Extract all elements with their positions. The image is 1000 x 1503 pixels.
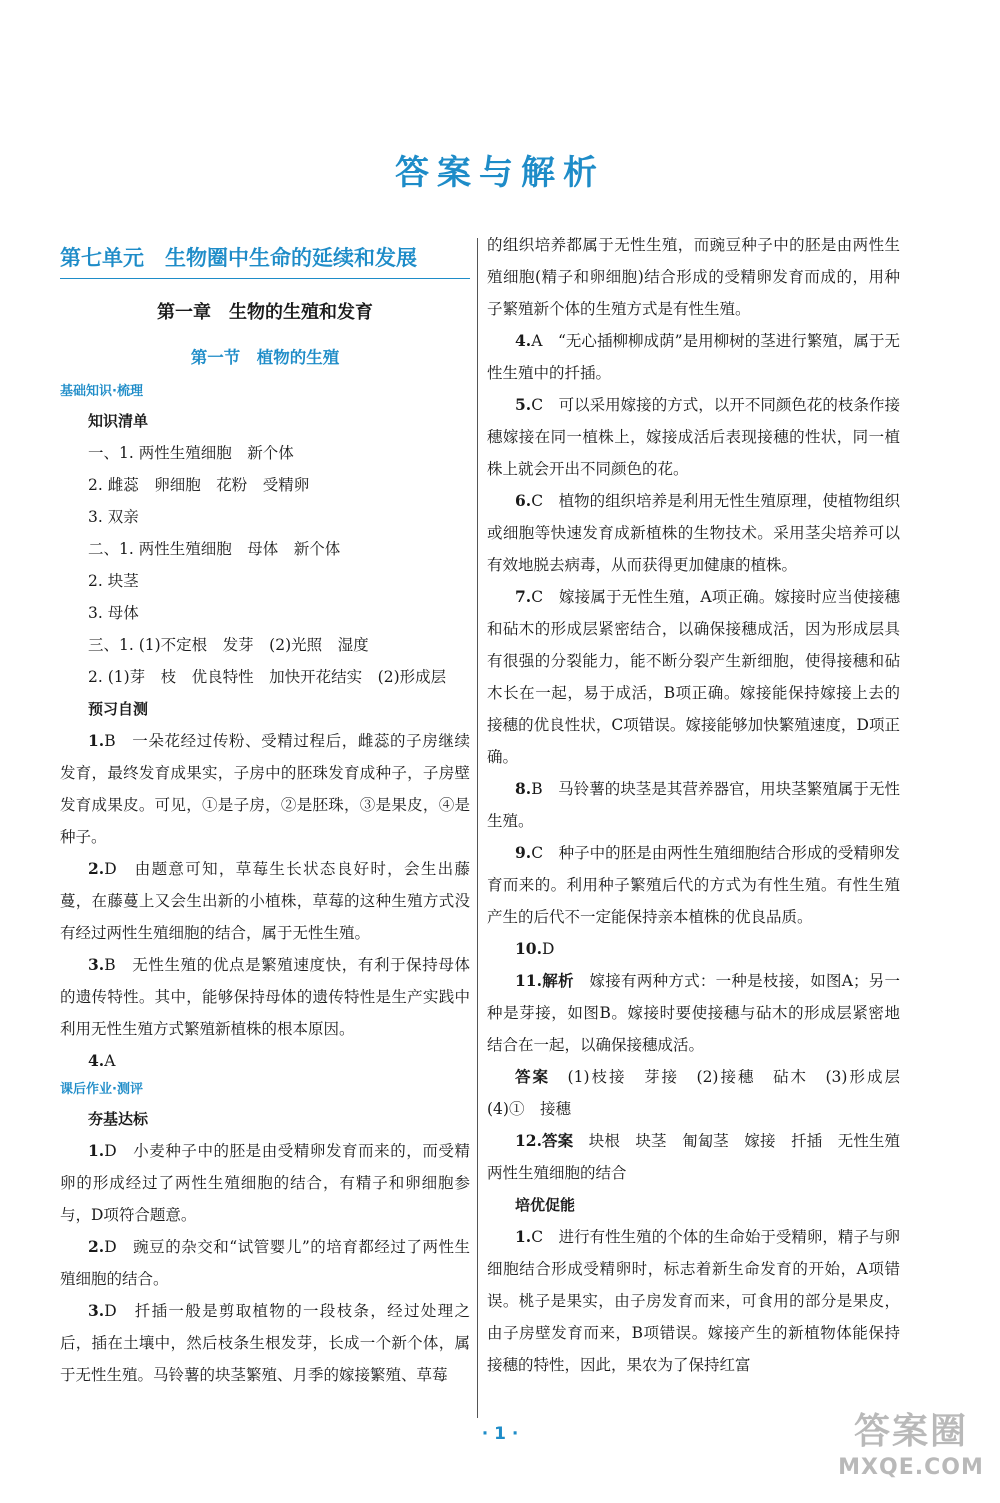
answer-text: C 种子中的胚是由两性生殖细胞结合形成的受精卵发育而来的。利用种子繁殖后代的方式为有性生殖。有性生殖产生的后代不一定能保持亲本植株的优良品质。 (487, 844, 900, 926)
answer-item (60, 1135, 470, 1231)
answer-text: A (104, 1052, 116, 1070)
answer-number: 1. (515, 1227, 532, 1246)
answer-item (487, 933, 900, 965)
answer-item (60, 1231, 470, 1295)
answer-text: 块根 块茎 匍匐茎 嫁接 扦插 无性生殖 两性生殖细胞的结合 (487, 1132, 916, 1182)
answer-text: A “无心插柳柳成荫”是用柳树的茎进行繁殖，属于无性生殖中的扦插。 (487, 332, 900, 382)
watermark-logo (832, 1410, 990, 1492)
answer-text: C 嫁接属于无性生殖，A项正确。嫁接时应当使接穗和砧木的形成层紧密结合，以确保接穗成活，因为形成层具有很强的分裂能力，能不断分裂产生新细胞，使得接穗和砧木长在一起，易于成活，B项正确。嫁接能保持嫁接上去的接穗的优良性状，C项错误。嫁接能够加快繁殖速度，D项正确。 (487, 588, 900, 766)
answer-number: 2. (88, 1237, 105, 1256)
subheading-knowledge-list: 知识清单 (88, 412, 149, 430)
answer-number: 2. (88, 859, 105, 878)
watermark-url: MXQE.COM (838, 1455, 984, 1480)
answer-number: 4. (88, 1051, 105, 1070)
answer-text: (1)枝接 芽接 (2)接穗 砧木 (3)形成层 (4)① 接穗 (487, 1068, 916, 1118)
answer-text: D 扦插一般是剪取植物的一段枝条，经过处理之后，插在土壤中，然后枝条生根发芽，长成一个新个体，属于无性生殖。马铃薯的块茎繁殖、月季的嫁接繁殖、草莓 (60, 1302, 470, 1384)
list-item: 三、1. (1)不定根 发芽 (2)光照 湿度 (88, 636, 369, 654)
answer-item-11 (487, 965, 900, 1061)
answer-text: B 无性生殖的优点是繁殖速度快，有利于保持母体的遗传特性。其中，能够保持母体的遗传特性是生产实践中利用无性生殖方式繁殖新植株的根本原因。 (60, 956, 470, 1038)
column-divider (477, 238, 478, 1418)
answer-number: 1. (88, 1141, 105, 1160)
watermark-text: 答案圈 (853, 1411, 968, 1452)
answer-item-11-answer (487, 1061, 916, 1125)
answer-label: 答案 (515, 1067, 551, 1086)
answer-number: 8. (515, 779, 532, 798)
list-item: 2. (1)芽 枝 优良特性 加快开花结实 (2)形成层 (88, 668, 447, 686)
answer-number: 1. (88, 731, 105, 750)
answer-item (487, 485, 900, 581)
answer-number: 11. (515, 971, 542, 990)
answer-text: B 一朵花经过传粉、受精过程后，雌蕊的子房继续发育，最终发育成果实，子房中的胚珠发育成种子，子房壁发育成果皮。可见，①是子房，②是胚珠，③是果皮，④是种子。 (60, 732, 470, 846)
answer-number: 6. (515, 491, 532, 510)
answer-text: D (541, 940, 555, 958)
left-column (60, 240, 470, 1391)
answer-text: D 小麦种子中的胚是由受精卵发育而来的，而受精卵的形成经过了两性生殖细胞的结合，有精子和卵细胞参与，D项符合题意。 (60, 1142, 470, 1224)
list-item: 2. 块茎 (88, 572, 139, 590)
subheading-advanced: 培优促能 (515, 1196, 576, 1214)
answer-text: C 植物的组织培养是利用无性生殖原理，使植物组织或细胞等快速发育成新植株的生物技术。采用茎尖培养可以有效地脱去病毒，从而获得更加健康的植株。 (487, 492, 900, 574)
section-tag-homework: 课后作业·测评 (60, 1082, 143, 1097)
list-item: 3. 母体 (88, 604, 139, 622)
answer-number: 3. (88, 1301, 105, 1320)
right-column (487, 229, 916, 1381)
answer-number: 4. (515, 331, 532, 350)
answer-number: 5. (515, 395, 532, 414)
answer-item (60, 1295, 470, 1391)
section-tag-basics: 基础知识·梳理 (60, 384, 143, 399)
list-item: 二、1. 两性生殖细胞 母体 新个体 (88, 540, 341, 558)
continued-paragraph: 的组织培养都属于无性生殖，而豌豆种子中的胚是由两性生殖细胞(精子和卵细胞)结合形成的受精卵发育而成的，用种子繁殖新个体的生殖方式是有性生殖。 (487, 236, 900, 318)
answer-item (487, 325, 900, 389)
answer-item (60, 1045, 470, 1077)
list-item: 3. 双亲 (88, 508, 139, 526)
page-number: · 1 · (481, 1424, 519, 1444)
answer-number: 7. (515, 587, 532, 606)
chapter-title: 第一章 生物的生殖和发育 (157, 302, 373, 323)
answer-number: 9. (515, 843, 532, 862)
answer-item (60, 949, 470, 1045)
answer-number: 3. (88, 955, 105, 974)
page-title: 答案与解析 (395, 153, 605, 193)
analysis-text: 嫁接有两种方式：一种是枝接，如图A；另一种是芽接，如图B。嫁接时要使接穗与砧木的形成层紧密地结合在一起，以确保接穗成活。 (487, 972, 900, 1054)
answer-item (487, 581, 900, 773)
answer-text: C 进行有性生殖的个体的生命始于受精卵，精子与卵细胞结合形成受精卵时，标志着新生命发育的开始，A项错误。桃子是果实，由子房发育而来，可食用的部分是果皮，由子房壁发育而来，B项错误。嫁接产生的新植物体能保持接穗的特性，因此，果农为了保持红富 (487, 1228, 900, 1374)
answer-item (487, 389, 900, 485)
answer-number: 10. (515, 939, 542, 958)
subheading-preview-test: 预习自测 (88, 700, 149, 718)
answer-item-12 (487, 1125, 916, 1189)
answer-number: 12. (515, 1131, 542, 1150)
answer-text: D 由题意可知，草莓生长状态良好时，会生出藤蔓，在藤蔓上又会生出新的小植株，草莓的这种生殖方式没有经过两性生殖细胞的结合，属于无性生殖。 (60, 860, 470, 942)
answer-item (487, 837, 900, 933)
list-item: 2. 雌蕊 卵细胞 花粉 受精卵 (88, 476, 310, 494)
answer-text: D 豌豆的杂交和“试管婴儿”的培育都经过了两性生殖细胞的结合。 (60, 1238, 470, 1288)
subheading-basic-practice: 夯基达标 (88, 1110, 149, 1128)
answer-text: C 可以采用嫁接的方式，以开不同颜色花的枝条作接穗嫁接在同一植株上，嫁接成活后表现接穗的性状，同一植株上就会开出不同颜色的花。 (487, 396, 900, 478)
list-item: 一、1. 两性生殖细胞 新个体 (88, 444, 294, 462)
answer-item (487, 773, 900, 837)
answer-text: B 马铃薯的块茎是其营养器官，用块茎繁殖属于无性生殖。 (487, 780, 900, 830)
answer-item (60, 725, 470, 853)
answer-label: 答案 (541, 1131, 574, 1150)
analysis-label: 解析 (541, 971, 574, 990)
answer-item (487, 1221, 900, 1381)
section-title: 第一节 植物的生殖 (190, 348, 340, 367)
unit-title: 第七单元 生物圈中生命的延续和发展 (60, 240, 470, 279)
answer-item (60, 853, 470, 949)
